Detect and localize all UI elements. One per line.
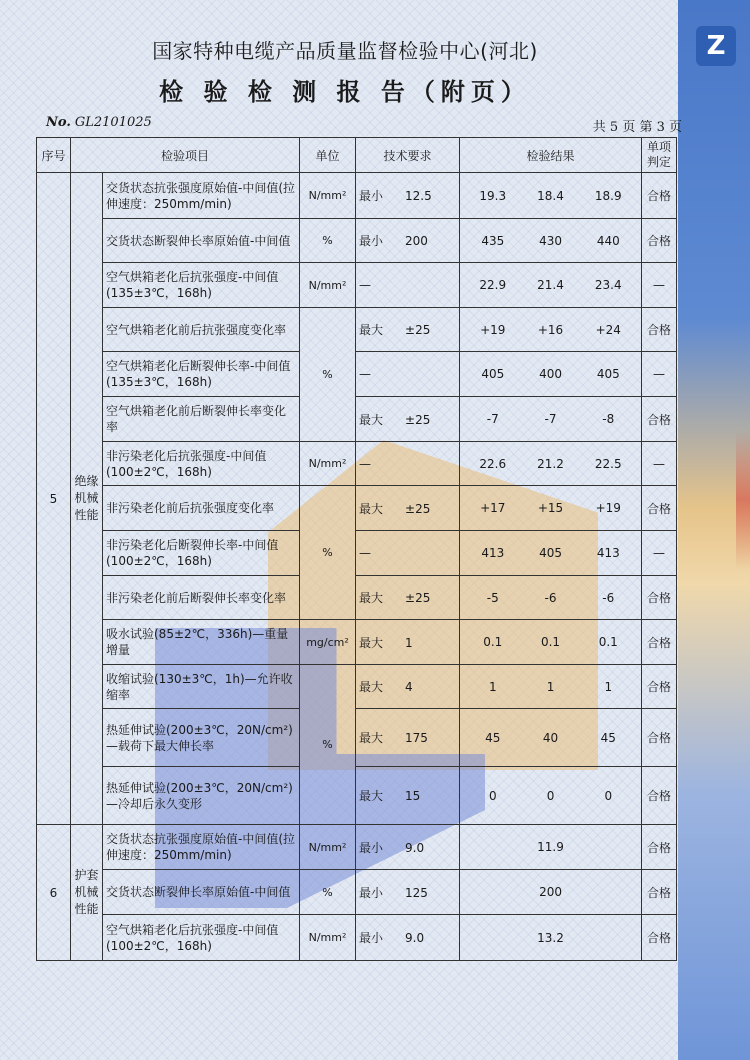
result-1: 1 [488, 679, 497, 694]
table-header-row [37, 138, 677, 173]
result-cell [460, 709, 642, 767]
judge-cell: 合格 [642, 915, 677, 961]
req-cell [356, 620, 460, 665]
result-2: 0 [546, 788, 555, 803]
result-cell [460, 397, 642, 442]
item-name: 交货状态断裂伸长率原始值-中间值 [103, 219, 300, 263]
item-name: 非污染老化前后断裂伸长率变化率 [103, 576, 300, 620]
result-3: -6 [602, 590, 615, 605]
result-1: -5 [486, 590, 499, 605]
req-cell [356, 531, 460, 576]
req-type: 最大 [359, 789, 384, 803]
table-row [37, 486, 677, 531]
req-type: 最小 [359, 234, 384, 248]
result-3: +19 [595, 501, 621, 515]
result-cell [460, 767, 642, 825]
result-1: 19.3 [479, 188, 507, 203]
judge-cell: — [642, 442, 677, 486]
result-2: 1 [546, 679, 555, 694]
item-name: 空气烘箱老化后抗张强度-中间值(100±2℃，168h) [103, 915, 300, 961]
req-cell [356, 576, 460, 620]
result-cell [460, 263, 642, 308]
req-value: ±25 [405, 591, 431, 605]
req-value: 9.0 [405, 840, 425, 855]
req-cell [356, 263, 460, 308]
stamp-edge [736, 430, 750, 570]
table-row [37, 531, 677, 576]
unit-cell: N/mm² [300, 442, 356, 486]
group-seq: 6 [37, 825, 71, 961]
table-row [37, 870, 677, 915]
result-1: 22.6 [479, 456, 507, 471]
result-3: 45 [600, 730, 616, 745]
req-type: 最大 [359, 501, 384, 516]
table-row [37, 308, 677, 352]
table-row [37, 825, 677, 870]
report-number-value: GL2101025 [74, 115, 152, 130]
unit-cell: N/mm² [300, 263, 356, 308]
result-1: 45 [485, 730, 501, 745]
judge-cell: — [642, 352, 677, 397]
result-2: 430 [539, 233, 562, 248]
item-name: 收缩试验(130±3℃，1h)—允许收缩率 [103, 665, 300, 709]
col-seq: 序号 [37, 138, 71, 173]
judge-cell: — [642, 263, 677, 308]
req-type: 最大 [359, 680, 384, 694]
judge-cell: 合格 [642, 709, 677, 767]
result-cell [460, 219, 642, 263]
table-row [37, 620, 677, 665]
req-value: 200 [405, 234, 428, 248]
req-cell [356, 767, 460, 825]
result-3: +24 [595, 322, 621, 337]
req-cell [356, 352, 460, 397]
req-cell [356, 665, 460, 709]
judge-cell: 合格 [642, 308, 677, 352]
result-2: -6 [544, 590, 557, 605]
result-cell [460, 442, 642, 486]
req-type: 最大 [359, 591, 384, 605]
result-3: 1 [604, 679, 613, 694]
item-name: 空气烘箱老化后断裂伸长率-中间值(135±3℃，168h) [103, 352, 300, 397]
result-2: -7 [544, 412, 557, 426]
result-3: -8 [602, 412, 615, 426]
unit-cell: % [300, 486, 356, 620]
req-cell [356, 870, 460, 915]
judge-cell: 合格 [642, 173, 677, 219]
unit-cell: N/mm² [300, 173, 356, 219]
result-cell [460, 486, 642, 531]
result-cell [460, 173, 642, 219]
req-type: 最小 [359, 931, 384, 945]
table-row [37, 442, 677, 486]
result-cell [460, 620, 642, 665]
result-1: -7 [486, 412, 499, 426]
item-name: 空气烘箱老化后抗张强度-中间值(135±3℃，168h) [103, 263, 300, 308]
result-2: +16 [537, 322, 564, 337]
result-3: 18.9 [594, 188, 622, 203]
col-req: 技术要求 [356, 138, 460, 173]
result-3: 440 [596, 233, 620, 248]
result-cell [460, 665, 642, 709]
req-cell [356, 915, 460, 961]
judge-cell: 合格 [642, 825, 677, 870]
req-type: 最大 [359, 412, 384, 427]
org-name: 国家特种电缆产品质量监督检验中心(河北) [152, 39, 538, 63]
judge-cell: — [642, 531, 677, 576]
result-1: 413 [481, 546, 505, 560]
req-value: 4 [405, 680, 413, 694]
table-row [37, 263, 677, 308]
result-cell [460, 308, 642, 352]
req-cell [356, 397, 460, 442]
req-type: 最大 [359, 731, 384, 745]
req-cell [356, 709, 460, 767]
result-cell [460, 352, 642, 397]
unit-cell: N/mm² [300, 915, 356, 961]
req-type: 最小 [359, 189, 384, 203]
results-table [36, 137, 677, 961]
result-3: 405 [596, 367, 620, 381]
req-value: 1 [405, 635, 413, 650]
req-type: 最小 [359, 885, 384, 900]
result-2: 0.1 [540, 635, 561, 649]
report-number [46, 115, 152, 130]
req-type: — [359, 367, 372, 381]
req-cell [356, 442, 460, 486]
unit-cell: N/mm² [300, 825, 356, 870]
judge-cell: 合格 [642, 219, 677, 263]
result-1: 405 [481, 367, 505, 381]
item-name: 非污染老化后断裂伸长率-中间值(100±2℃，168h) [103, 531, 300, 576]
report-number-label: No. [46, 115, 71, 130]
col-result: 检验结果 [460, 138, 642, 173]
req-value: ±25 [405, 323, 431, 337]
col-unit: 单位 [300, 138, 356, 173]
unit-cell: mg/cm² [300, 620, 356, 665]
unit-cell: % [300, 219, 356, 263]
req-type: 最大 [359, 323, 384, 337]
req-cell [356, 219, 460, 263]
col-item: 检验项目 [71, 138, 300, 173]
result-2: 400 [539, 367, 562, 381]
unit-cell: % [300, 308, 356, 442]
table-row [37, 709, 677, 767]
req-value: ±25 [405, 501, 431, 516]
table-row [37, 352, 677, 397]
result-cell: 11.9 [460, 825, 642, 870]
item-name: 交货状态抗张强度原始值-中间值(拉伸速度：250mm/min) [103, 173, 300, 219]
req-cell [356, 486, 460, 531]
result-2: 21.4 [537, 278, 564, 292]
item-name: 吸水试验(85±2℃，336h)—重量增量 [103, 620, 300, 665]
req-value: 9.0 [405, 931, 425, 945]
page-info: 共 5 页 第 3 页 [592, 120, 682, 135]
req-cell [356, 308, 460, 352]
result-1: +17 [480, 501, 506, 515]
item-name: 交货状态断裂伸长率原始值-中间值 [103, 870, 300, 915]
judge-cell: 合格 [642, 576, 677, 620]
req-type: 最小 [359, 840, 384, 855]
req-cell [356, 173, 460, 219]
judge-cell: 合格 [642, 665, 677, 709]
result-cell [460, 531, 642, 576]
result-3: 0 [604, 788, 613, 803]
judge-cell: 合格 [642, 486, 677, 531]
result-2: 21.2 [537, 456, 564, 471]
judge-cell: 合格 [642, 767, 677, 825]
result-1: 0.1 [483, 635, 503, 649]
result-2: 405 [539, 546, 562, 560]
table-row [37, 219, 677, 263]
table-row [37, 576, 677, 620]
req-type: — [359, 278, 372, 292]
result-2: 18.4 [537, 188, 564, 203]
item-name: 空气烘箱老化前后抗张强度变化率 [103, 308, 300, 352]
col-judge: 单项判定 [642, 138, 677, 173]
result-cell [460, 576, 642, 620]
req-cell [356, 825, 460, 870]
result-3: 413 [596, 546, 620, 560]
judge-cell: 合格 [642, 397, 677, 442]
item-name: 非污染老化后抗张强度-中间值(100±2℃，168h) [103, 442, 300, 486]
group-name: 绝缘机械性能 [71, 173, 103, 825]
item-name: 热延伸试验(200±3℃，20N/cm²)—冷却后永久变形 [103, 767, 300, 825]
result-2: 40 [542, 730, 559, 745]
result-2: +15 [537, 501, 564, 515]
item-name: 非污染老化前后抗张强度变化率 [103, 486, 300, 531]
group-name: 护套机械性能 [71, 825, 103, 961]
result-cell: 13.2 [460, 915, 642, 961]
result-1: 22.9 [479, 278, 507, 292]
table-row [37, 397, 677, 442]
req-value: 175 [405, 731, 428, 745]
result-1: 435 [481, 233, 505, 248]
unit-cell: % [300, 665, 356, 825]
report-title: 检 验 检 测 报 告（附页） [159, 78, 531, 106]
result-3: 22.5 [594, 456, 622, 471]
req-type: — [359, 546, 372, 560]
result-cell: 200 [460, 870, 642, 915]
req-type: — [359, 456, 372, 471]
req-value: 12.5 [405, 189, 432, 203]
result-3: 0.1 [598, 635, 618, 649]
table-row [37, 665, 677, 709]
item-name: 热延伸试验(200±3℃，20N/cm²)—载荷下最大伸长率 [103, 709, 300, 767]
table-row [37, 915, 677, 961]
group-seq: 5 [37, 173, 71, 825]
req-type: 最大 [359, 635, 384, 650]
req-value: ±25 [405, 412, 431, 427]
table-row [37, 173, 677, 219]
judge-cell: 合格 [642, 870, 677, 915]
judge-cell: 合格 [642, 620, 677, 665]
req-value: 15 [405, 789, 421, 803]
table-row [37, 767, 677, 825]
result-3: 23.4 [594, 278, 622, 292]
unit-cell: % [300, 870, 356, 915]
result-1: 0 [488, 788, 497, 803]
req-value: 125 [405, 885, 428, 900]
item-name: 空气烘箱老化前后断裂伸长率变化率 [103, 397, 300, 442]
logo-icon: Z [696, 26, 736, 66]
result-1: +19 [480, 322, 506, 337]
item-name: 交货状态抗张强度原始值-中间值(拉伸速度：250mm/min) [103, 825, 300, 870]
